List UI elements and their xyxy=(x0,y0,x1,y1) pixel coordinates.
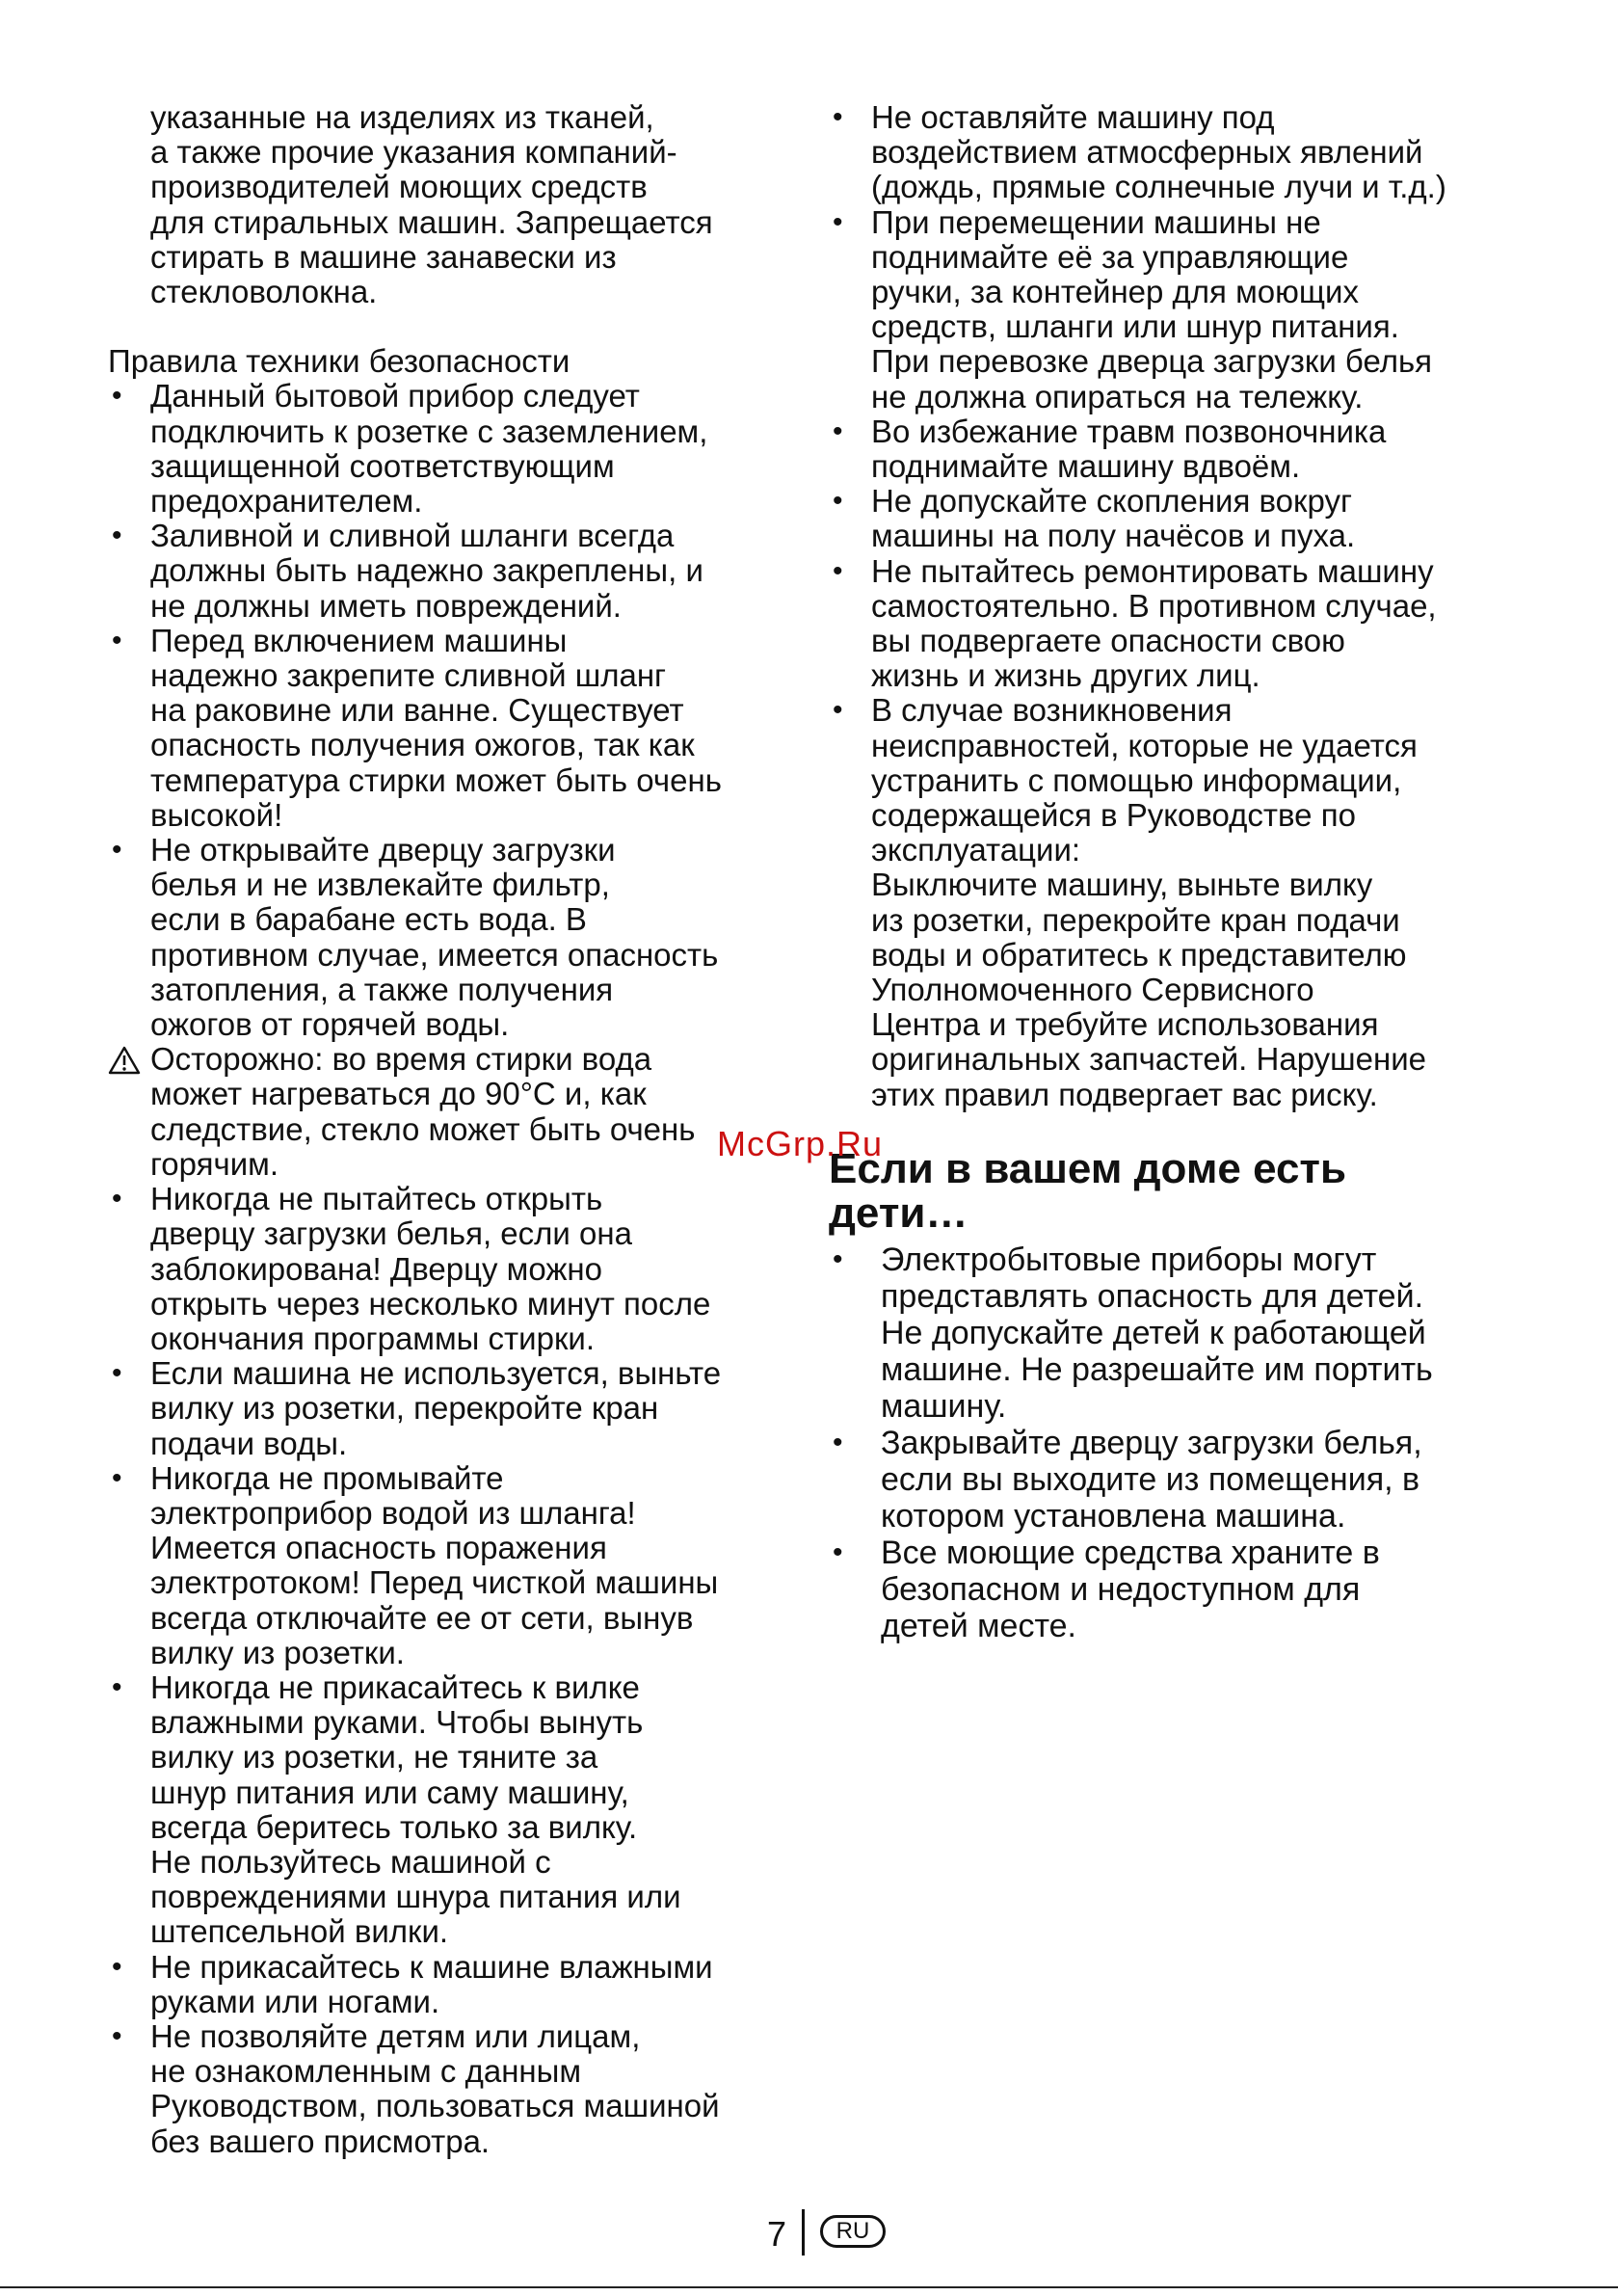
list-item-text: Данный бытовой прибор следует подключить к розетке с заземлением, защищенной соответствующим предохранителем. xyxy=(150,378,708,520)
list-item-text: Не допускайте скопления вокруг машины на полу начёсов и пуха. xyxy=(871,483,1356,554)
list-item xyxy=(108,833,792,1042)
bullet-icon: • xyxy=(833,414,843,447)
list-item-text: Электробытовые приборы могут представлять опасность для детей. Не допускайте детей к работающей машине. Не разрешайте им портить машину. xyxy=(881,1241,1433,1425)
list-item xyxy=(829,414,1523,484)
language-badge: RU xyxy=(820,2215,886,2248)
list-item-text: Все моющие средства храните в безопасном и недоступном для детей месте. xyxy=(881,1535,1380,1644)
bullet-icon: • xyxy=(112,380,122,413)
list-item xyxy=(108,1461,792,1670)
list-item-text: Заливной и сливной шланги всегда должны быть надежно закреплены, и не должны иметь повреждений. xyxy=(150,518,703,624)
list-item-text: Во избежание травм позвоночника поднимайте машину вдвоём. xyxy=(871,413,1387,485)
bullet-icon: • xyxy=(112,520,122,552)
list-item xyxy=(108,1356,792,1461)
list-item xyxy=(108,519,792,624)
left-column xyxy=(108,100,792,2159)
list-item xyxy=(829,100,1523,205)
warning-text: Осторожно: во время стирки вода может нагреваться до 90°C и, как следствие, стекло может быть очень горячим. xyxy=(150,1041,696,1182)
bullet-icon: • xyxy=(833,1427,843,1458)
list-item xyxy=(108,1670,792,1950)
bullet-icon: • xyxy=(112,1670,122,1703)
bullet-icon: • xyxy=(112,2019,122,2052)
right-column xyxy=(829,100,1523,1112)
list-item xyxy=(829,1241,1523,1425)
list-item xyxy=(108,624,792,833)
bullet-icon: • xyxy=(112,1950,122,1983)
bullet-icon: • xyxy=(833,205,843,238)
list-item xyxy=(829,693,1523,1111)
list-item-text: Не прикасайтесь к машине влажными руками или ногами. xyxy=(150,1948,713,2019)
list-item xyxy=(829,205,1523,414)
list-item-text: Перед включением машины надежно закрепите сливной шланг на раковине или ванне. Существует опасность получения ожогов, так как температура стирки может быть очень высокой! xyxy=(150,622,722,833)
intro-paragraph: указанные на изделиях из тканей, а также прочие указания компаний- производителей моющих средств для стиральных машин. Запрещается стирать в машине занавески из стекловолокна. xyxy=(150,99,713,310)
bullet-icon: • xyxy=(112,1357,122,1390)
list-item xyxy=(108,2019,792,2159)
warning-triangle-icon xyxy=(108,1046,141,1080)
warning-item xyxy=(108,1042,792,1182)
list-item xyxy=(108,379,792,519)
bullet-icon: • xyxy=(833,1536,843,1568)
bottom-rule xyxy=(0,2286,1618,2288)
bullet-icon: • xyxy=(112,1461,122,1494)
list-item xyxy=(108,1950,792,2019)
bullet-icon: • xyxy=(833,554,843,587)
list-item xyxy=(829,554,1523,694)
list-item-text: Никогда не прикасайтесь к вилке влажными руками. Чтобы вынуть вилку из розетки, не тяните за шнур питания или саму машину, всегда беритесь только за вилку. Не пользуйтесь машиной с повреждениями шнура питания или штепсельной вилки. xyxy=(150,1669,681,1950)
list-item-text: Никогда не промывайте электроприбор водой из шланга! Имеется опасность поражения электротоком! Перед чисткой машины всегда отключайте ее от сети, вынув вилку из розетки. xyxy=(150,1459,719,1670)
list-item-text: Не пытайтесь ремонтировать машину самостоятельно. В противном случае, вы подвергаете опасности свою жизнь и жизнь других лиц. xyxy=(871,552,1437,694)
list-item xyxy=(829,484,1523,553)
bullet-icon: • xyxy=(833,1243,843,1275)
children-safety-section xyxy=(829,1147,1523,1644)
list-item-text: Не открывайте дверцу загрузки белья и не извлекайте фильтр, если в барабане есть вода. В противном случае, имеется опасность затопления, а также получения ожогов от горячей воды. xyxy=(150,832,719,1043)
list-item-text: Закрывайте дверцу загрузки белья, если вы выходите из помещения, в котором установлена машина. xyxy=(881,1425,1422,1535)
section-heading-safety-rules: Правила техники безопасности xyxy=(108,343,570,380)
list-item-text: Не позволяйте детям или лицам, не ознакомленным с данным Руководством, пользоваться машиной без вашего присмотра. xyxy=(150,2017,720,2159)
section-heading-children: Если в вашем доме есть дети… xyxy=(829,1145,1347,1237)
list-item-text: При перемещении машины не поднимайте её за управляющие ручки, за контейнер для моющих средств, шланги или шнур питания. При перевозке дверца загрузки белья не должна опираться на тележку. xyxy=(871,203,1433,414)
bullet-icon: • xyxy=(833,101,843,133)
page-footer xyxy=(0,2209,1618,2257)
list-item xyxy=(829,1425,1523,1535)
bullet-icon: • xyxy=(833,694,843,727)
footer-divider xyxy=(802,2209,805,2256)
list-item-text: Если машина не используется, выньте вилку из розетки, перекройте кран подачи воды. xyxy=(150,1355,722,1461)
list-item-text: Не оставляйте машину под воздействием атмосферных явлений (дождь, прямые солнечные лучи и т.д.) xyxy=(871,99,1446,205)
list-item xyxy=(108,1182,792,1356)
bullet-icon: • xyxy=(112,834,122,867)
list-item-text: Никогда не пытайтесь открыть дверцу загрузки белья, если она заблокирована! Дверцу можно открыть через несколько минут после окончания программы стирки. xyxy=(150,1181,711,1356)
bullet-icon: • xyxy=(112,1183,122,1215)
bullet-icon: • xyxy=(833,485,843,518)
list-item-text: В случае возникновения неисправностей, которые не удается устранить с помощью информации, содержащейся в Руководстве по эксплуатации: Выключите машину, выньте вилку из розетки, перекройте кран подачи воды и обратитесь к представителю Уполномоченного Сервисного Центра и требуйте использования оригинальных запчастей. Нарушение этих правил подвергает вас риску. xyxy=(871,692,1427,1112)
bullet-icon: • xyxy=(112,624,122,656)
list-item xyxy=(829,1535,1523,1644)
watermark: McGrp.Ru xyxy=(717,1124,884,1163)
page-number: 7 xyxy=(767,2214,787,2254)
